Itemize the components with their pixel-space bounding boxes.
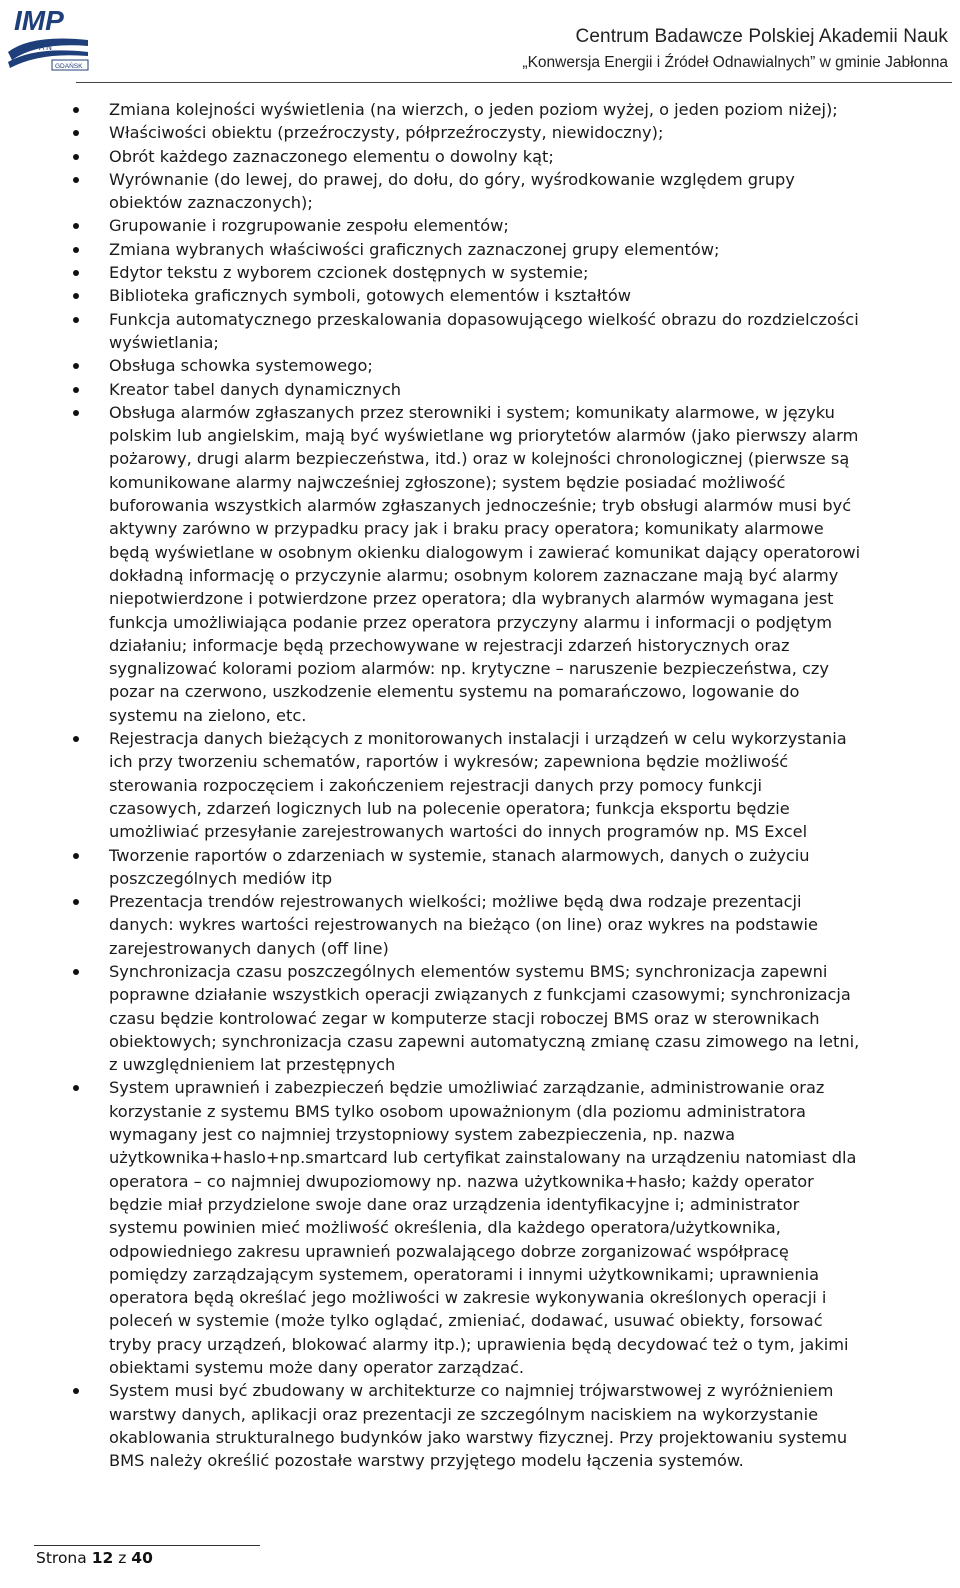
bullet-icon: [73, 387, 79, 393]
list-item-line: Zmiana kolejności wyświetlenia (na wierzch, o jeden poziom wyżej, o jeden poziom niżej);: [109, 100, 838, 119]
list-item: [0, 284, 960, 307]
list-item-line: okablowania strukturalnego budynków jako warstwy fizycznej. Przy projektowaniu systemu: [109, 1427, 848, 1447]
list-item-line: niepotwierdzone i potwierdzone przez operatora; dla wybranych alarmów wymagana jest: [109, 589, 834, 609]
list-item-line: czasowych, zdarzeń logicznych lub na polecenie operatora; funkcja eksportu będzie: [109, 798, 790, 818]
bullet-list: [0, 98, 960, 1473]
page-footer: [36, 1549, 153, 1567]
bullet-icon: [73, 270, 79, 276]
list-item-line: Prezentacja trendów rejestrowanych wielkości; możliwe będą dwa rodzaje prezentacji: [109, 892, 802, 912]
list-item-line: warstwy danych, aplikacji oraz prezentacji ze szczególnym naciskiem na wykorzystanie: [109, 1404, 819, 1424]
list-item: [0, 890, 960, 960]
list-item: [0, 98, 960, 121]
list-item-line: pożarowy, drugi alarm bezpieczeństwa, itd.) oraz w kolejności chronologicznej (pierwsze są: [109, 449, 850, 469]
list-item-line: Tworzenie raportów o zdarzeniach w systemie, stanach alarmowych, danych o zużyciu: [109, 845, 810, 865]
list-item-line: sygnalizować kolorami poziom alarmów: np. krytyczne – naruszenie bezpieczeństwa, czy: [109, 659, 829, 679]
list-item-line: BMS należy określić pozostałe warstwy przyjętego modelu łączenia systemów.: [109, 1451, 744, 1471]
list-item: [0, 378, 960, 401]
header-line-2: „Konwersja Energii i Źródeł Odnawialnych” w gminie Jabłonna: [522, 54, 948, 71]
list-item-line: Edytor tekstu z wyborem czcionek dostępnych w systemie;: [109, 263, 589, 283]
list-item-line: operatora będą określać jego możliwości w zakresie wykonywania określonych operacji i: [109, 1288, 827, 1308]
bullet-icon: [73, 317, 79, 323]
list-item: [0, 145, 960, 168]
list-item: [0, 238, 960, 261]
list-item-line: Funkcja automatycznego przeskalowania dopasowującego wielkość obrazu do rozdzielczości: [109, 309, 859, 329]
list-item: [0, 960, 960, 1076]
list-item: [0, 1076, 960, 1379]
list-item-line: Zmiana wybranych właściwości graficznych zaznaczonej grupy elementów;: [109, 239, 720, 259]
footer-page-number: 12: [91, 1549, 114, 1567]
list-item-line: umożliwiać przesyłanie zarejestrowanych wartości do innych programów np. MS Excel: [109, 822, 808, 842]
list-item-line: Kreator tabel danych dynamicznych: [109, 379, 402, 399]
list-item-line: dokładną informację o przyczynie alarmu; osobnym kolorem zaznaczane mają być alarmy: [109, 565, 839, 585]
list-item-line: Obrót każdego zaznaczonego elementu o dowolny kąt;: [109, 146, 554, 166]
footer-label: Strona: [36, 1549, 87, 1567]
list-item-line: pomiędzy zarządzającym systemem, operatorami i innymi użytkownikami; uprawnienia: [109, 1264, 820, 1284]
bullet-icon: [73, 363, 79, 369]
bullet-icon: [73, 899, 79, 905]
list-item: [0, 261, 960, 284]
list-item-line: będą wyświetlane w osobnym okienku dialogowym i zawierać komunikat dający operatorowi: [109, 542, 861, 562]
bullet-icon: [73, 223, 79, 229]
list-item-line: odpowiedniego zakresu uprawnień pozwalającego dobrze zorganizować współpracę: [109, 1241, 789, 1261]
imp-pan-logo: [2, 0, 92, 78]
svg-text:P A N: P A N: [32, 43, 52, 52]
list-item: [0, 401, 960, 727]
footer-of: z: [118, 1549, 127, 1567]
list-item-line: System uprawnień i zabezpieczeń będzie umożliwiać zarządzanie, administrowanie oraz: [109, 1078, 825, 1098]
list-item-line: zarejestrowanych danych (off line): [109, 938, 389, 958]
bullet-icon: [73, 853, 79, 859]
list-item-line: wyświetlania;: [109, 332, 219, 352]
list-item-line: będzie miał przydzielone swoje dane oraz urządzenia identyfikacyjne i; administrator: [109, 1194, 800, 1214]
page-header: [0, 0, 960, 86]
list-item: [0, 844, 960, 891]
list-item: [0, 727, 960, 843]
bullet-icon: [73, 247, 79, 253]
list-item-line: Właściwości obiektu (przeźroczysty, półprzeźroczysty, niewidoczny);: [109, 123, 664, 143]
list-item-line: Synchronizacja czasu poszczególnych elementów systemu BMS; synchronizacja zapewni: [109, 961, 828, 981]
list-item: [0, 121, 960, 144]
bullet-icon: [73, 154, 79, 160]
list-item-line: sterowania rozpoczęciem i zakończeniem rejestracji danych przy pomocy funkcji: [109, 775, 762, 795]
bullet-icon: [73, 107, 79, 113]
list-item-line: tryby pracy urządzeń, blokować alarmy itp.); uprawienia będą decydować też o tym, jakimi: [109, 1334, 849, 1354]
list-item-line: z uwzględnieniem lat przestępnych: [109, 1055, 396, 1075]
list-item-line: funkcja umożliwiająca podanie przez operatora przyczyny alarmu i informacji o podjętym: [109, 612, 833, 632]
list-item-line: Biblioteka graficznych symboli, gotowych elementów i kształtów: [109, 286, 631, 306]
list-item-line: System musi być zbudowany w architekturze co najmniej trójwarstwowej z wyróżnieniem: [109, 1381, 834, 1401]
list-item-line: poszczególnych mediów itp: [109, 868, 333, 888]
list-item-line: polskim lub angielskim, mają być wyświetlane wg priorytetów alarmów (jako pierwszy alarm: [109, 426, 859, 446]
bullet-icon: [73, 177, 79, 183]
list-item-line: Obsługa alarmów zgłaszanych przez sterowniki i system; komunikaty alarmowe, w języku: [109, 402, 835, 422]
list-item-line: operatora – co najmniej dwupoziomowy np. nazwa użytkownika+hasło; każdy operator: [109, 1171, 814, 1191]
header-title: [522, 24, 948, 73]
list-item-line: Grupowanie i rozgrupowanie zespołu elementów;: [109, 216, 509, 236]
list-item-line: pozar na czerwono, uszkodzenie elementu systemu na pomarańczowo, logowanie do: [109, 682, 800, 702]
list-item-line: obiektami systemu może dany operator zarządzać.: [109, 1358, 525, 1378]
list-item: [0, 1379, 960, 1472]
list-item-line: systemu na zielono, etc.: [109, 705, 307, 725]
bullet-icon: [73, 969, 79, 975]
footer-page-total: 40: [131, 1549, 153, 1567]
list-item-line: buforowania wszystkich alarmów zgłaszanych jednocześnie; tryb obsługi alarmów musi być: [109, 496, 852, 516]
bullet-icon: [73, 1388, 79, 1394]
list-item-line: obiektów zaznaczonych);: [109, 193, 313, 213]
list-item: [0, 168, 960, 215]
list-item-line: Wyrównanie (do lewej, do prawej, do dołu, do góry, wyśrodkowanie względem grupy: [109, 169, 795, 189]
list-item-line: danych: wykres wartości rejestrowanych na bieżąco (on line) oraz wykres na podstawie: [109, 915, 818, 935]
list-item-line: czasu będzie kontrolować zegar w komputerze stacji roboczej BMS oraz w sterownikach: [109, 1008, 820, 1028]
list-item-line: Obsługa schowka systemowego;: [109, 356, 373, 376]
list-item-line: poleceń w systemie (może tylko oglądać, zmieniać, dodawać, usuwać obiekty, forsować: [109, 1311, 823, 1331]
bullet-icon: [73, 130, 79, 136]
list-item-line: wymagany jest co najmniej trzystopniowy system zabezpieczenia, np. nazwa: [109, 1125, 736, 1145]
list-item: [0, 354, 960, 377]
header-line-1: Centrum Badawcze Polskiej Akademii Nauk: [575, 26, 948, 47]
list-item-line: poprawne działanie wszystkich operacji związanych z funkcjami czasowymi; synchronizacja: [109, 985, 851, 1005]
list-item-line: działaniu; informacje będą przechowywane w rejestracji zdarzeń historycznych oraz: [109, 635, 790, 655]
list-item: [0, 308, 960, 355]
list-item-line: obiektowych; synchronizacja czasu zapewni automatyczną zmianę czasu zimowego na letni,: [109, 1031, 860, 1051]
list-item-line: Rejestracja danych bieżących z monitorowanych instalacji i urządzeń w celu wykorzystania: [109, 729, 847, 749]
list-item-line: ich przy tworzeniu schematów, raportów i wykresów; zapewniona będzie możliwość: [109, 752, 789, 772]
list-item-line: korzystanie z systemu BMS tylko osobom upoważnionym (dla poziomu administratora: [109, 1101, 806, 1121]
list-item: [0, 214, 960, 237]
svg-text:IMP: IMP: [14, 5, 64, 36]
list-item-line: aktywny zarówno w przypadku pracy jak i braku pracy operatora; komunikaty alarmowe: [109, 519, 824, 539]
bullet-icon: [73, 410, 79, 416]
list-item-line: systemu powinien mieć możliwość określenia, dla każdego operatora/użytkownika,: [109, 1218, 781, 1238]
bullet-icon: [73, 293, 79, 299]
svg-text:GDAŃSK: GDAŃSK: [55, 63, 83, 70]
bullet-icon: [73, 1085, 79, 1091]
bullet-icon: [73, 736, 79, 742]
header-divider: [76, 82, 952, 83]
list-item-line: użytkownika+haslo+np.smartcard lub certyfikat zainstalowany na urządzeniu natomiast dla: [109, 1148, 857, 1168]
footer-divider: [34, 1545, 260, 1546]
list-item-line: komunikowane alarmy najwcześniej zgłoszone); system będzie posiadać możliwość: [109, 472, 786, 492]
